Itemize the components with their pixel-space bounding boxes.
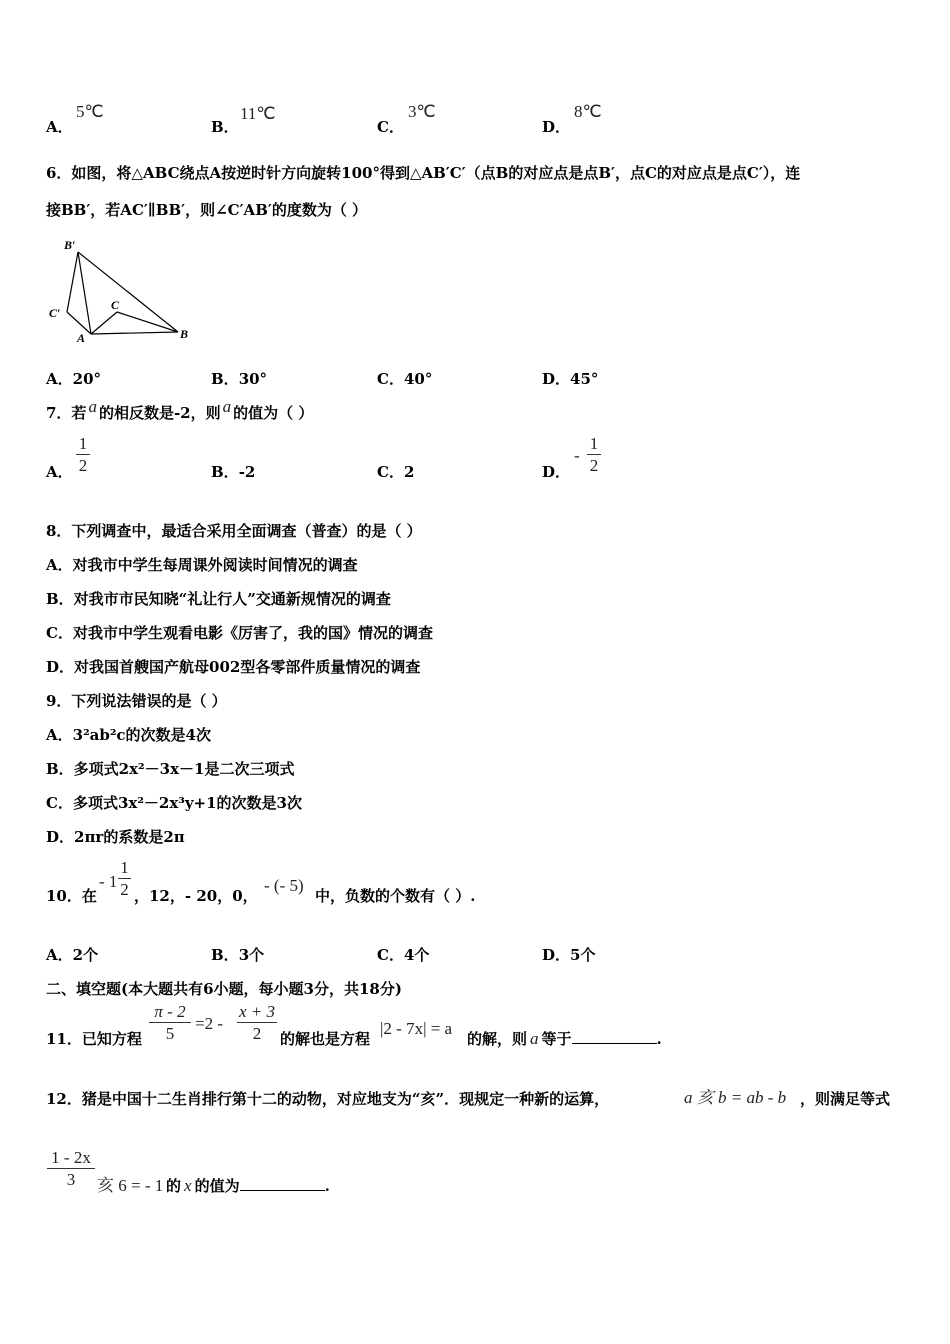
q7-stem-part: 7．若: [46, 404, 87, 422]
section-2-heading: 二、填空题(本大题共有6小题，每小题3分，共18分): [46, 980, 402, 998]
option-letter: D．: [542, 463, 571, 481]
label-c: C: [111, 298, 120, 312]
q12-stem-line1: 12．猪是中国十二生肖排行第十二的动物，对应地支为“亥”．现规定一种新的运算，: [46, 1090, 610, 1108]
q7-stem-part: 的值为（ ）: [233, 404, 314, 422]
q7-option-c[interactable]: [377, 461, 414, 482]
segment-bprime-a: [78, 252, 91, 334]
q7-stem-part: 的相反数是-2，则: [98, 404, 221, 422]
option-value: 4个: [403, 946, 430, 964]
fraction-denominator: 2: [589, 456, 599, 475]
q6-option-a[interactable]: [46, 368, 101, 389]
option-letter: C．: [377, 946, 404, 964]
q10-stem-start: 10．在: [46, 887, 97, 905]
q9-option-a[interactable]: A．3²ab²c的次数是4次: [46, 726, 211, 744]
option-value: -2: [238, 463, 256, 481]
q6-option-d[interactable]: [542, 368, 598, 389]
q6-stem-line1: 6．如图，将△ABC绕点A按逆时针方向旋转100°得到△AB′C′（点B的对应点是点B′，点C的对应点是点C′），连: [46, 164, 801, 182]
option-value: 2: [403, 463, 415, 481]
option-letter: B．: [211, 370, 239, 388]
q9-option-c[interactable]: C．多项式3x²－2x³y+1的次数是3次: [46, 794, 302, 812]
option-letter: A．: [46, 118, 73, 136]
option-letter: B．: [211, 946, 239, 964]
q5-option-b[interactable]: [211, 116, 239, 137]
q11-stem-mid: 的解也是方程: [280, 1030, 371, 1048]
fraction-denominator: 2: [120, 880, 129, 899]
q7-option-b[interactable]: [211, 461, 255, 482]
q7-option-d-sign: -: [574, 446, 580, 465]
option-value: 20°: [72, 370, 102, 388]
q5-option-a[interactable]: [46, 116, 73, 137]
q11-answer-blank[interactable]: [572, 1029, 657, 1044]
option-value: 45°: [570, 370, 599, 388]
q11-stem-part: 的解，则: [467, 1030, 528, 1048]
q7-stem: [46, 397, 314, 423]
fraction-denominator: 3: [66, 1170, 76, 1189]
label-a: A: [77, 331, 86, 345]
fraction-denominator: 2: [252, 1024, 262, 1043]
q8-option-c[interactable]: C．对我市中学生观看电影《厉害了，我的国》情况的调查: [46, 624, 433, 642]
q5-option-b-value: 11℃: [240, 104, 276, 123]
option-letter: C．: [377, 118, 404, 136]
option-letter: D．: [542, 946, 571, 964]
label-b: B: [180, 327, 189, 341]
q12-stem-line1-end: ，则满足等式: [800, 1090, 891, 1108]
label-cprime: C′: [49, 306, 61, 320]
q12-period: .: [324, 1177, 330, 1195]
option-letter: A．: [46, 370, 73, 388]
q5-option-c-value: 3℃: [408, 102, 436, 121]
fraction-denominator: 2: [78, 456, 88, 475]
q9-option-d[interactable]: D．2πr的系数是2π: [46, 828, 185, 846]
segment-bprime-cprime: [67, 252, 78, 312]
q6-option-b[interactable]: [211, 368, 267, 389]
q9-option-b[interactable]: B．多项式2x²－3x－1是二次三项式: [46, 760, 295, 778]
q12-var-x: x: [184, 1176, 192, 1195]
q12-stem-part: 的: [166, 1177, 182, 1195]
q6-option-c[interactable]: [377, 368, 432, 389]
fraction-numerator: 1: [589, 434, 599, 453]
q7-option-a[interactable]: [46, 461, 73, 482]
q10-negative-paren: - (- 5): [264, 876, 304, 895]
option-letter: A．: [46, 946, 73, 964]
q5-option-a-value: 5℃: [76, 102, 104, 121]
q10-option-c[interactable]: [377, 944, 429, 965]
option-letter: C．: [377, 463, 404, 481]
q12-operation-definition: a 亥 b = ab - b: [684, 1088, 787, 1107]
q12-equation: 亥 6 = - 1: [97, 1176, 164, 1195]
segment-a-b: [91, 332, 178, 334]
q9-stem: 9．下列说法错误的是（ ）: [46, 692, 227, 710]
fraction-numerator: x + 3: [238, 1002, 276, 1021]
q5-option-d[interactable]: [542, 116, 570, 137]
q6-stem-line2: 接BB′，若AC′∥BB′，则∠C′AB′的度数为（ ）: [46, 201, 368, 219]
q7-option-d-fraction: [587, 434, 601, 477]
option-value: 30°: [238, 370, 268, 388]
q11-absolute-equation: |2 - 7x| = a: [380, 1019, 453, 1038]
option-value: 5个: [570, 946, 596, 964]
option-letter: B．: [211, 463, 239, 481]
fraction-denominator: 5: [165, 1024, 175, 1043]
segment-a-c: [91, 312, 117, 334]
q11-stem-tail: [467, 1028, 662, 1049]
q12-fraction: [47, 1148, 95, 1191]
q8-option-d[interactable]: D．对我国首艘国产航母002型各零部件质量情况的调查: [46, 658, 421, 676]
option-value: 2个: [72, 946, 99, 964]
q5-option-d-value: 8℃: [574, 102, 602, 121]
option-letter: A．: [46, 463, 73, 481]
q10-stem-end: 中，负数的个数有（ ）.: [315, 887, 476, 905]
q6-triangle-figure: [44, 232, 204, 347]
option-letter: D．: [542, 118, 571, 136]
q11-var-a: a: [530, 1029, 539, 1048]
q10-number-list: ，12，- 20，0，: [134, 887, 258, 905]
q8-stem: 8．下列调查中，最适合采用全面调查（普查）的是（ ）: [46, 522, 422, 540]
q5-option-c[interactable]: [377, 116, 404, 137]
fraction-numerator: 1: [78, 434, 88, 453]
segment-bprime-b: [78, 252, 178, 332]
q10-mixed-whole: - 1: [99, 872, 118, 891]
option-value: 40°: [403, 370, 433, 388]
option-letter: B．: [211, 118, 239, 136]
q12-stem-line2: [166, 1175, 330, 1196]
segment-c-b: [117, 312, 178, 332]
q10-option-d[interactable]: [542, 944, 595, 965]
q12-stem-part: 的值为: [194, 1177, 240, 1195]
fraction-numerator: π - 2: [154, 1002, 186, 1021]
option-value: 3个: [238, 946, 265, 964]
q7-var-a: a: [88, 397, 97, 416]
q8-option-b[interactable]: B．对我市市民知晓“礼让行人”交通新规情况的调查: [46, 590, 391, 608]
q12-answer-blank[interactable]: [240, 1176, 325, 1191]
q11-stem-part: 等于: [541, 1030, 572, 1048]
q10-mixed-fraction: [118, 858, 131, 901]
q11-fraction-2: [237, 1002, 277, 1045]
fraction-numerator: 1: [120, 858, 129, 877]
q11-period: .: [656, 1030, 662, 1048]
fraction-numerator: 1 - 2x: [51, 1148, 91, 1167]
q7-option-d[interactable]: [542, 461, 570, 482]
q10-option-a[interactable]: [46, 944, 98, 965]
q11-fraction-1: [149, 1002, 191, 1045]
q7-option-a-fraction: [76, 434, 90, 477]
q8-option-a[interactable]: A．对我市中学生每周课外阅读时间情况的调查: [46, 556, 358, 574]
q11-stem-start: 11．已知方程: [46, 1030, 142, 1048]
option-letter: D．: [542, 370, 571, 388]
q7-var-a: a: [222, 397, 232, 416]
label-bprime: B′: [64, 238, 76, 252]
q11-equals: =2 -: [195, 1014, 223, 1033]
option-letter: C．: [377, 370, 404, 388]
q10-option-b[interactable]: [211, 944, 264, 965]
